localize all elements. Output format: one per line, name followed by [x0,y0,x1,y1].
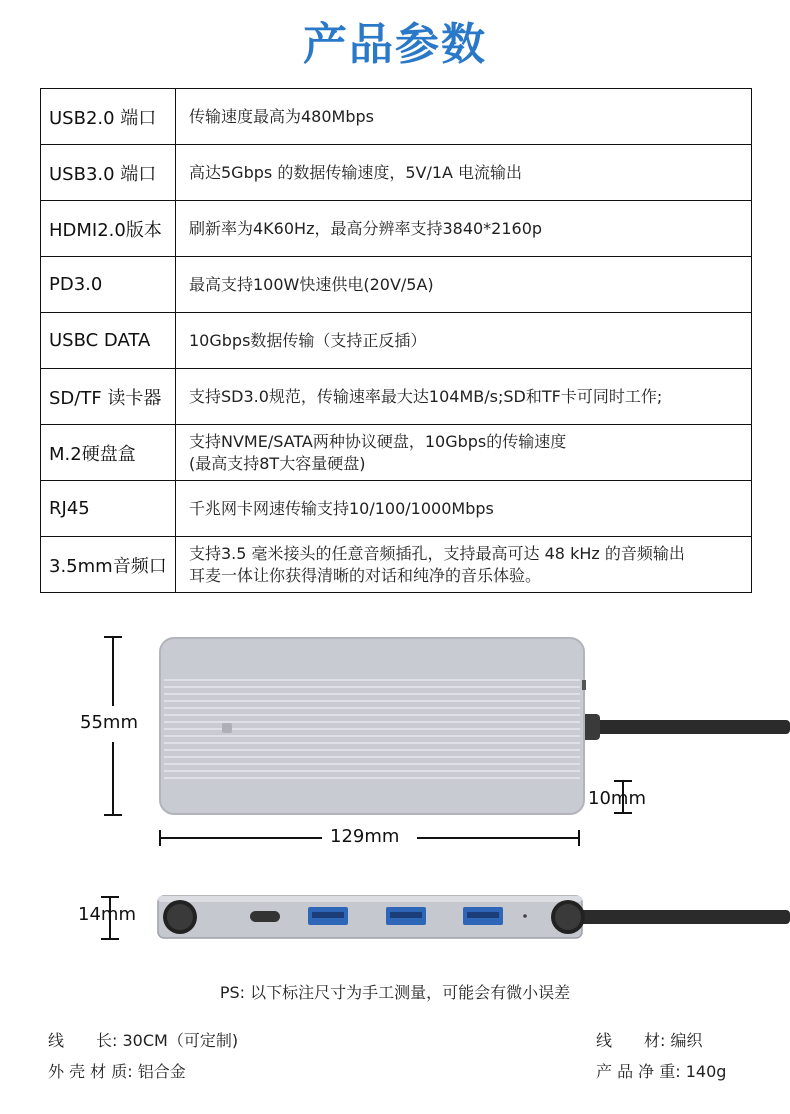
spec-row [41,145,752,201]
usb-c-port-icon [250,911,280,922]
hub-side-button [582,680,586,690]
page-title: 产品参数 [303,19,487,70]
spec-row [41,537,752,593]
device-side-view [150,886,790,946]
dim-129-right-tick [578,830,580,846]
spec-value [176,145,752,201]
cable-side [570,910,790,924]
cable-material-label: 线 材: [596,1031,666,1050]
spec-value-line: 最高支持100W快速供电(20V/5A) [189,274,434,294]
spec-value [176,89,752,145]
spec-label: SD/TF 读卡器 [41,369,176,425]
spec-label: USB2.0 端口 [41,89,176,145]
hub-side-body [158,896,582,938]
cable-length-value: 30CM（可定制) [122,1031,239,1050]
spec-value-line: 支持3.5 毫米接头的任意音频插孔，支持最高可达 48 kHz 的音频输出 [189,543,685,563]
hub-logo-icon [222,723,232,733]
measurement-note: PS: 以下标注尺寸为手工测量，可能会有微小误差 [219,983,571,1002]
spec-value-line: 传输速度最高为480Mbps [189,106,374,126]
spec-value-line: 支持SD3.0规范，传输速率最大达104MB/s;SD和TF卡可同时工作; [189,386,663,406]
spec-value-line: 支持NVME/SATA两种协议硬盘，10Gbps的传输速度 [189,431,567,451]
spec-row [41,313,752,369]
dim-cable-label: 10mm [588,788,646,809]
spec-value-line: 千兆网卡网速传输支持10/100/1000Mbps [189,498,494,518]
spec-label: HDMI2.0版本 [41,201,176,257]
spec-label: USBC DATA [41,313,176,369]
shell-material-row [48,1059,186,1082]
dim-55-line-lower [112,742,114,814]
spec-label: 3.5mm音频口 [41,537,176,593]
spec-value [176,201,752,257]
spec-value [176,313,752,369]
shell-material-value: 铝合金 [137,1062,186,1081]
spec-label: RJ45 [41,481,176,537]
spec-value-line: 刷新率为4K60Hz，最高分辨率支持3840*2160p [189,218,543,238]
spec-value-line: 高达5Gbps 的数据传输速度，5V/1A 电流输出 [189,162,523,182]
spec-value-line: 10Gbps数据传输（支持正反插） [189,330,427,350]
spec-label: PD3.0 [41,257,176,313]
spec-value [176,369,752,425]
dim-thickness-label: 14mm [78,904,136,925]
cable-material-row [596,1028,703,1051]
cable-top [580,720,790,734]
weight-row [596,1059,726,1082]
cable-material-value: 编织 [670,1031,703,1050]
spec-row [41,425,752,481]
weight-value: 140g [685,1062,727,1081]
spec-row [41,201,752,257]
spec-row [41,369,752,425]
dim-129-line-right [417,837,578,839]
dim-14-bottom-tick [101,938,119,940]
spec-label: M.2硬盘盒 [41,425,176,481]
dim-129-line-left [159,837,322,839]
indicator-light-icon [523,914,527,918]
spec-value [176,425,752,481]
spec-table [40,88,752,593]
shell-material-label: 外 壳 材 质: [48,1062,133,1081]
spec-row [41,89,752,145]
cable-length-row [48,1028,238,1051]
dim-55-line-upper [112,636,114,706]
dim-height-label: 55mm [80,712,138,733]
spec-value [176,257,752,313]
cable-length-label: 线 长: [48,1031,118,1050]
spec-value-line: (最高支持8T大容量硬盘) [189,453,366,473]
spec-value [176,537,752,593]
spec-label: USB3.0 端口 [41,145,176,201]
spec-value-line: 耳麦一体让你获得清晰的对话和纯净的音乐体验。 [189,565,542,585]
spec-value [176,481,752,537]
dim-10-bottom-tick [614,812,632,814]
dim-55-bottom-tick [104,814,122,816]
spec-row [41,481,752,537]
spec-row [41,257,752,313]
dim-length-label: 129mm [330,826,400,847]
device-top-view [150,630,790,820]
weight-label: 产 品 净 重: [596,1062,681,1081]
hub-side-top-edge [158,896,582,902]
